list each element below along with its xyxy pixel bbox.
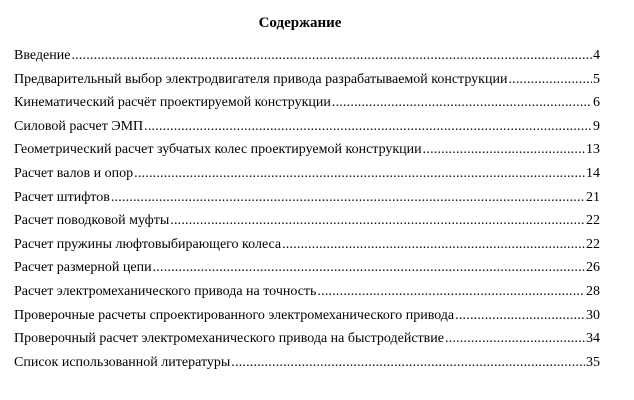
toc-entry <box>14 138 600 162</box>
toc-entry-page-number: 30 <box>586 307 600 323</box>
toc-dot-leader <box>445 327 585 351</box>
toc-entry-page-number: 5 <box>593 71 600 87</box>
toc-dot-leader <box>170 209 585 233</box>
toc-entry-page-number: 22 <box>586 236 600 252</box>
toc-entry-page-number: 13 <box>586 142 600 158</box>
toc-entry-page-number: 21 <box>586 189 600 205</box>
toc-entry-page-number: 35 <box>586 354 600 370</box>
toc-entry-label: Проверочные расчеты спроектированного электромеханического привода <box>14 307 455 323</box>
toc-entry <box>14 44 600 68</box>
toc-dot-leader <box>111 186 585 210</box>
toc-entry <box>14 280 600 304</box>
toc-dot-leader <box>231 351 585 375</box>
toc-entry-label: Список использованной литературы <box>14 354 231 370</box>
toc-entry-page-number: 22 <box>586 213 600 229</box>
toc-entry-page-number: 26 <box>586 260 600 276</box>
toc-entry <box>14 186 600 210</box>
toc-dot-leader <box>282 233 585 257</box>
table-of-contents <box>14 44 600 374</box>
toc-entry <box>14 209 600 233</box>
toc-entry <box>14 327 600 351</box>
toc-entry-label: Расчет пружины люфтовыбирающего колеса <box>14 236 282 252</box>
toc-entry <box>14 91 600 115</box>
toc-entry-label: Расчет штифтов <box>14 189 110 205</box>
toc-entry-label: Введение <box>14 48 71 63</box>
toc-entry-page-number: 9 <box>593 118 600 134</box>
toc-entry <box>14 256 600 280</box>
toc-entry-label: Кинематический расчёт проектируемой конструкции <box>14 95 331 111</box>
toc-dot-leader <box>508 68 592 92</box>
toc-entry-page-number: 4 <box>593 48 600 63</box>
toc-entry-label: Расчет размерной цепи <box>14 260 152 276</box>
toc-dot-leader <box>423 138 585 162</box>
toc-entry <box>14 162 600 186</box>
toc-entry <box>14 351 600 375</box>
toc-entry-page-number: 14 <box>586 165 600 181</box>
toc-entry-label: Расчет электромеханического привода на точность <box>14 283 317 299</box>
toc-entry <box>14 304 600 328</box>
toc-dot-leader <box>71 44 592 68</box>
toc-entry-label: Расчет валов и опор <box>14 165 134 181</box>
toc-entry <box>14 115 600 139</box>
toc-entry-label: Силовой расчет ЭМП <box>14 118 144 134</box>
toc-dot-leader <box>153 256 585 280</box>
toc-entry-page-number: 6 <box>593 95 600 111</box>
toc-entry-page-number: 34 <box>586 331 600 347</box>
toc-dot-leader <box>144 115 592 139</box>
toc-dot-leader <box>134 162 585 186</box>
toc-dot-leader <box>332 91 592 115</box>
toc-entry-label: Расчет поводковой муфты <box>14 213 170 229</box>
toc-dot-leader <box>455 304 585 328</box>
toc-entry-label: Предварительный выбор электродвигателя привода разрабатываемой конструкции <box>14 71 508 87</box>
toc-entry <box>14 68 600 92</box>
toc-dot-leader <box>317 280 585 304</box>
toc-title: Содержание <box>258 15 342 31</box>
toc-entry-label: Проверочный расчет электромеханического привода на быстродействие <box>14 331 444 347</box>
toc-entry-label: Геометрический расчет зубчатых колес проектируемой конструкции <box>14 142 422 158</box>
toc-entry-page-number: 28 <box>586 283 600 299</box>
toc-entry <box>14 233 600 257</box>
